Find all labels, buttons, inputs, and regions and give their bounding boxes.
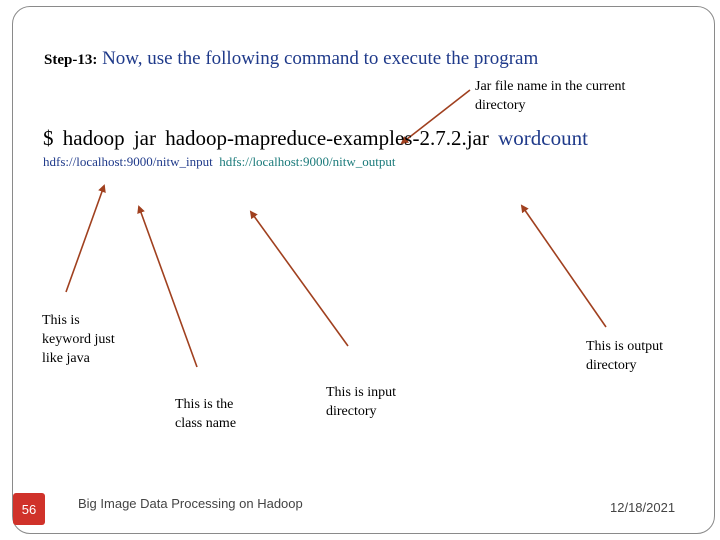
- jar-file-note: [475, 77, 675, 115]
- footer-title: Big Image Data Processing on Hadoop: [78, 496, 303, 511]
- footer-date: 12/18/2021: [610, 500, 676, 515]
- arrow-output-dir: [522, 206, 606, 327]
- output-path: hdfs://localhost:9000/nitw_output: [219, 154, 396, 169]
- note-input-line2: directory: [326, 404, 377, 419]
- note-keyword-line2: keyword just: [42, 332, 115, 347]
- jar-note-line2: directory: [475, 98, 526, 113]
- note-input-line1: This is input: [326, 385, 397, 400]
- command-prompt: $: [43, 126, 54, 150]
- command-jar-file: hadoop-mapreduce-examples-2.7.2.jar: [165, 126, 489, 150]
- command-paths: [43, 154, 395, 170]
- note-output-dir: [586, 337, 696, 375]
- note-output-line1: This is output: [586, 339, 664, 354]
- jar-note-line1: Jar file name in the current: [475, 79, 626, 94]
- command-hadoop: hadoop: [62, 126, 125, 150]
- step-text: Now, use the following command to execute the program: [97, 48, 539, 69]
- command-class-name: wordcount: [498, 126, 588, 150]
- note-keyword-line1: This is: [42, 313, 80, 328]
- note-input-dir: [326, 383, 446, 421]
- note-keyword-line3: like java: [42, 351, 90, 366]
- page-number-badge: 56: [13, 493, 45, 525]
- step-heading: [44, 48, 538, 70]
- arrow-keyword: [66, 186, 104, 292]
- arrow-input-dir: [251, 212, 348, 346]
- note-class-line1: This is the: [175, 397, 234, 412]
- note-class-name: [175, 395, 285, 433]
- note-class-line2: class name: [175, 416, 237, 431]
- command-jar: jar: [133, 126, 156, 150]
- note-keyword: [42, 311, 152, 368]
- input-path: hdfs://localhost:9000/nitw_input: [43, 154, 213, 169]
- command-line: [43, 126, 588, 151]
- step-label: Step-13:: [44, 52, 98, 68]
- note-output-line2: directory: [586, 358, 637, 373]
